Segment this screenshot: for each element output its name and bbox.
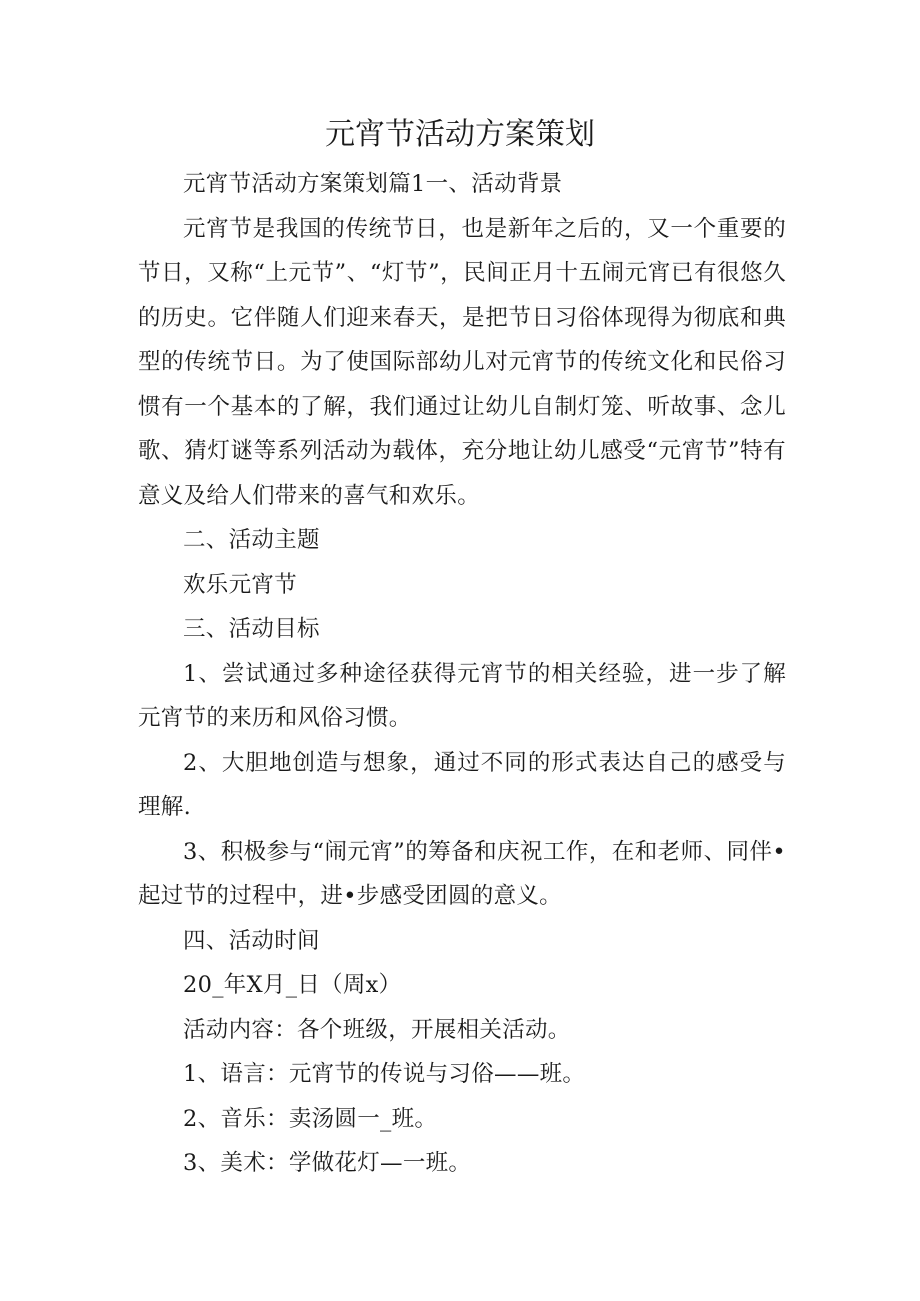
goal-item-3: 3、积极参与“闹元宵”的筹备和庆祝工作，在和老师、同伴•起过节的过程中，进•步感受团圆的意义。 [138, 838, 786, 909]
goal-item-2: 2、大胆地创造与想象，通过不同的形式表达自己的感受与理解. [138, 749, 786, 820]
time-text: 20_年X月_日（周x） [183, 972, 402, 998]
background-paragraph: 元宵节是我国的传统节日，也是新年之后的，又一个重要的节日，又称“上元节”、“灯节”，民间正月十五闹元宵已有很悠久的历史。它伴随人们迎来春天，是把节日习俗体现得为彻底和典型的传统节日。为了使国际部幼儿对元宵节的传统文化和民俗习惯有一个基本的了解，我们通过让幼儿自制灯笼、听故事、念儿歌、猜灯谜等系列活动为载体，充分地让幼儿感受“元宵节”特有意义及给人们带来的喜气和欢乐。 [138, 215, 786, 509]
section-heading-goals: 三、活动目标 [183, 616, 320, 642]
content-intro: 活动内容：各个班级，开展相关活动。 [183, 1016, 571, 1043]
section-heading-time: 四、活动时间 [183, 927, 320, 954]
content-item-3: 3、美术：学做花灯—一班。 [183, 1150, 472, 1176]
section-heading-theme: 二、活动主题 [183, 527, 320, 553]
goal-item-1: 1、尝试通过多种途径获得元宵节的相关经验，进一步了解元宵节的来历和风俗习惯。 [138, 660, 786, 731]
theme-text: 欢乐元宵节 [183, 571, 298, 598]
document-title: 元宵节活动方案策划 [325, 117, 595, 152]
content-item-1: 1、语言：元宵节的传说与习俗——班。 [183, 1061, 586, 1087]
intro-heading: 元宵节活动方案策划篇1一、活动背景 [183, 171, 563, 197]
content-item-2: 2、音乐：卖汤圆一_班。 [183, 1105, 438, 1132]
document-body [138, 162, 786, 1186]
